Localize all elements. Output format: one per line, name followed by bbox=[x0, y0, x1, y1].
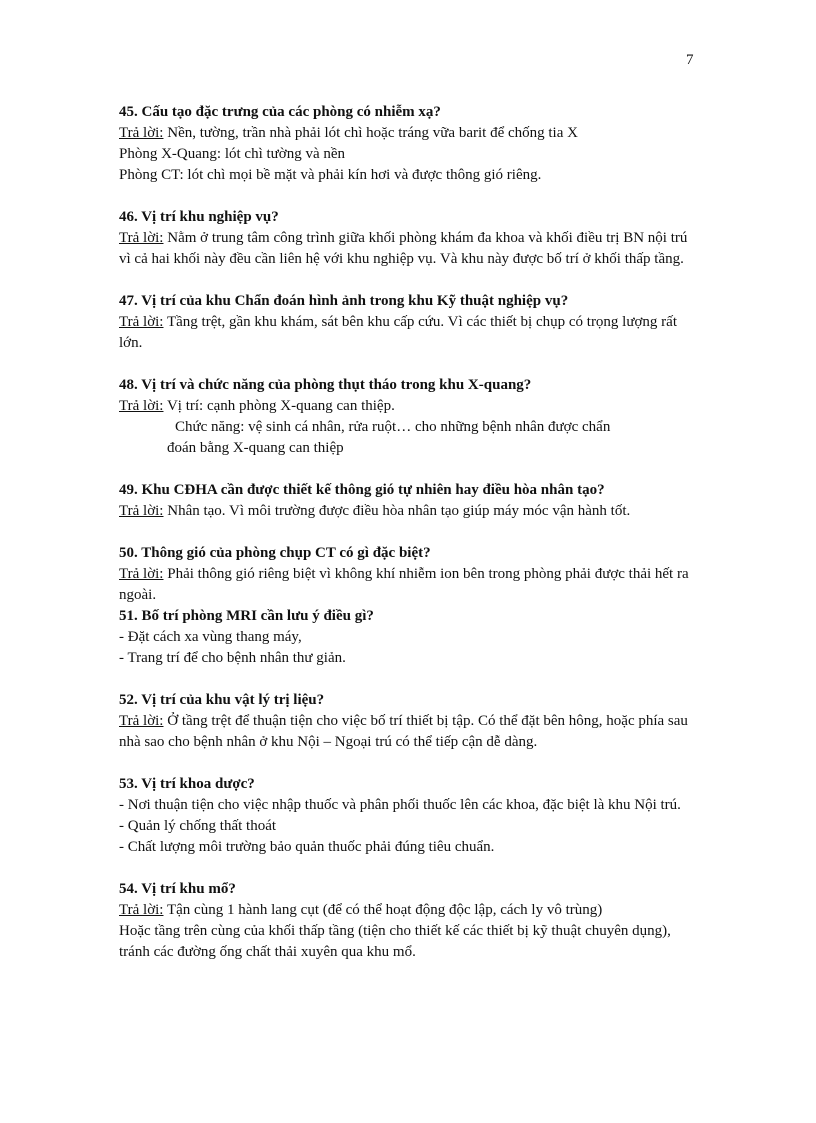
answer-46 bbox=[119, 228, 689, 270]
answer-45-line-2: Phòng X-Quang: lót chì tường và nền bbox=[119, 146, 346, 162]
qa-item-51 bbox=[119, 606, 689, 669]
bullet-53-3: - Chất lượng môi trường bảo quản thuốc phải đúng tiêu chuẩn. bbox=[119, 839, 495, 855]
qa-item-46 bbox=[119, 207, 689, 270]
qa-item-45 bbox=[119, 102, 689, 186]
answer-47 bbox=[119, 312, 689, 354]
answer-label: Trả lời: bbox=[119, 902, 164, 918]
bullet-53-1: - Nơi thuận tiện cho việc nhập thuốc và phân phối thuốc lên các khoa, đặc biệt là khu Nội trú. bbox=[119, 797, 681, 813]
question-50: 50. Thông gió của phòng chụp CT có gì đặc biệt? bbox=[119, 545, 431, 561]
document-body bbox=[119, 102, 689, 963]
answer-text: Phải thông gió riêng biệt vì không khí nhiễm ion bên trong phòng phải được thải hết ra ngoài. bbox=[119, 566, 689, 603]
answer-48-line-1 bbox=[119, 396, 689, 417]
answer-text: Nhân tạo. Vì môi trường được điều hòa nhân tạo giúp máy móc vận hành tốt. bbox=[163, 503, 631, 519]
question-53: 53. Vị trí khoa dược? bbox=[119, 776, 255, 792]
answer-label: Trả lời: bbox=[119, 503, 164, 519]
answer-50 bbox=[119, 564, 689, 606]
qa-item-49 bbox=[119, 480, 689, 522]
qa-item-50 bbox=[119, 543, 689, 606]
question-48: 48. Vị trí và chức năng của phòng thụt tháo trong khu X-quang? bbox=[119, 377, 532, 393]
question-46: 46. Vị trí khu nghiệp vụ? bbox=[119, 209, 279, 225]
answer-label: Trả lời: bbox=[119, 125, 164, 141]
answer-54-line-2: Hoặc tầng trên cùng của khối thấp tầng (tiện cho thiết kế các thiết bị kỹ thuật chuyên dụng), tránh các đường ống chất thải xuyên qua khu mổ. bbox=[119, 923, 671, 960]
answer-label: Trả lời: bbox=[119, 230, 164, 246]
answer-text: Tầng trệt, gần khu khám, sát bên khu cấp cứu. Vì các thiết bị chụp có trọng lượng rất lớn. bbox=[119, 314, 677, 351]
bullet-53-2: - Quản lý chống thất thoát bbox=[119, 818, 277, 834]
question-52: 52. Vị trí của khu vật lý trị liệu? bbox=[119, 692, 325, 708]
answer-45-line-3: Phòng CT: lót chì mọi bề mặt và phải kín hơi và được thông gió riêng. bbox=[119, 167, 542, 183]
answer-text: Nằm ở trung tâm công trình giữa khối phòng khám đa khoa và khối điều trị BN nội trú vì cả hai khối này đều cần liên hệ với khu nghiệp vụ. Và khu này được bố trí ở khối thấp tầng. bbox=[119, 230, 688, 267]
question-47: 47. Vị trí của khu Chẩn đoán hình ảnh trong khu Kỹ thuật nghiệp vụ? bbox=[119, 293, 569, 309]
bullet-51-1: - Đặt cách xa vùng thang máy, bbox=[119, 629, 302, 645]
answer-label: Trả lời: bbox=[119, 314, 164, 330]
answer-48-line-2: Chức năng: vệ sinh cá nhân, rửa ruột… cho những bệnh nhân được chẩn bbox=[175, 419, 611, 435]
qa-item-47 bbox=[119, 291, 689, 354]
qa-item-54 bbox=[119, 879, 689, 963]
answer-52 bbox=[119, 711, 689, 753]
qa-item-52 bbox=[119, 690, 689, 753]
qa-item-48 bbox=[119, 375, 689, 459]
answer-48-line-3: đoán bằng X-quang can thiệp bbox=[167, 440, 344, 456]
answer-text: Vị trí: cạnh phòng X-quang can thiệp. bbox=[163, 398, 395, 414]
answer-text: Ở tầng trệt để thuận tiện cho việc bố trí thiết bị tập. Có thể đặt bên hông, hoặc phía sau nhà sao cho bệnh nhân ở khu Nội – Ngoại trú có thể tiếp cận dễ dàng. bbox=[119, 713, 688, 750]
answer-45-line-1 bbox=[119, 123, 689, 144]
question-51: 51. Bố trí phòng MRI cần lưu ý điều gì? bbox=[119, 608, 374, 624]
qa-item-53 bbox=[119, 774, 689, 858]
answer-text: Nền, tường, trần nhà phải lót chì hoặc tráng vữa barit để chống tia X bbox=[163, 125, 578, 141]
answer-text: Tận cùng 1 hành lang cụt (để có thể hoạt động độc lập, cách ly vô trùng) bbox=[163, 902, 603, 918]
page-number: 7 bbox=[686, 52, 694, 68]
answer-54-line-1 bbox=[119, 900, 689, 921]
answer-49 bbox=[119, 501, 689, 522]
answer-label: Trả lời: bbox=[119, 566, 164, 582]
answer-label: Trả lời: bbox=[119, 398, 164, 414]
question-54: 54. Vị trí khu mổ? bbox=[119, 881, 236, 897]
answer-label: Trả lời: bbox=[119, 713, 164, 729]
question-49: 49. Khu CĐHA cần được thiết kế thông gió tự nhiên hay điều hòa nhân tạo? bbox=[119, 482, 605, 498]
bullet-51-2: - Trang trí để cho bệnh nhân thư giản. bbox=[119, 650, 346, 666]
question-45: 45. Cấu tạo đặc trưng của các phòng có nhiễm xạ? bbox=[119, 104, 441, 120]
